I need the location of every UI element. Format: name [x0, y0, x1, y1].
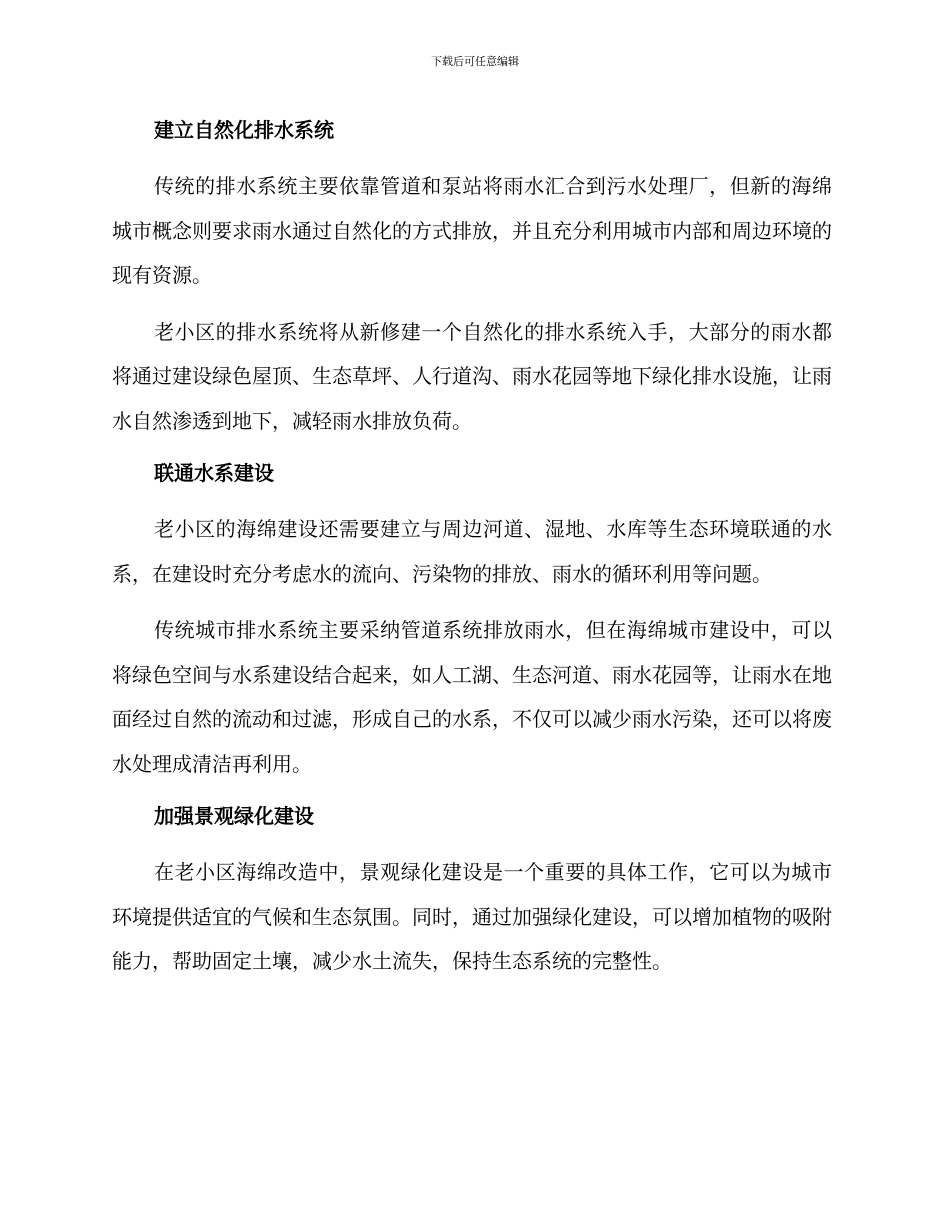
body-paragraph: 传统城市排水系统主要采纳管道系统排放雨水，但在海绵城市建设中，可以将绿色空间与水系建设结合起来，如人工湖、生态河道、雨水花园等，让雨水在地面经过自然的流动和过滤，形成自己的水系，不仅可以减少雨水污染，还可以将废水处理成清洁再利用。	[112, 618, 832, 776]
section-natural-drainage	[112, 114, 832, 443]
body-paragraph: 在老小区海绵改造中，景观绿化建设是一个重要的具体工作，它可以为城市环境提供适宜的气候和生态氛围。同时，通过加强绿化建设，可以增加植物的吸附能力，帮助固定土壤，减少水土流失，保持生态系统的完整性。	[112, 860, 832, 973]
section-heading: 加强景观绿化建设	[154, 804, 314, 828]
body-paragraph: 老小区的海绵建设还需要建立与周边河道、湿地、水库等生态环境联通的水系，在建设时充分考虑水的流向、污染物的排放、雨水的循环利用等问题。	[112, 517, 832, 586]
section-heading: 联通水系建设	[154, 461, 274, 485]
body-paragraph: 传统的排水系统主要依靠管道和泵站将雨水汇合到污水处理厂，但新的海绵城市概念则要求雨水通过自然化的方式排放，并且充分利用城市内部和周边环境的现有资源。	[112, 174, 832, 287]
document-body	[112, 114, 832, 984]
section-heading: 建立自然化排水系统	[154, 118, 334, 142]
section-water-system	[112, 457, 832, 786]
page-header-note: 下载后可任意编辑	[431, 55, 519, 68]
body-paragraph: 老小区的排水系统将从新修建一个自然化的排水系统入手，大部分的雨水都将通过建设绿色屋顶、生态草坪、人行道沟、雨水花园等地下绿化排水设施，让雨水自然渗透到地下，减轻雨水排放负荷。	[112, 319, 832, 433]
section-landscape-greening	[112, 800, 832, 984]
